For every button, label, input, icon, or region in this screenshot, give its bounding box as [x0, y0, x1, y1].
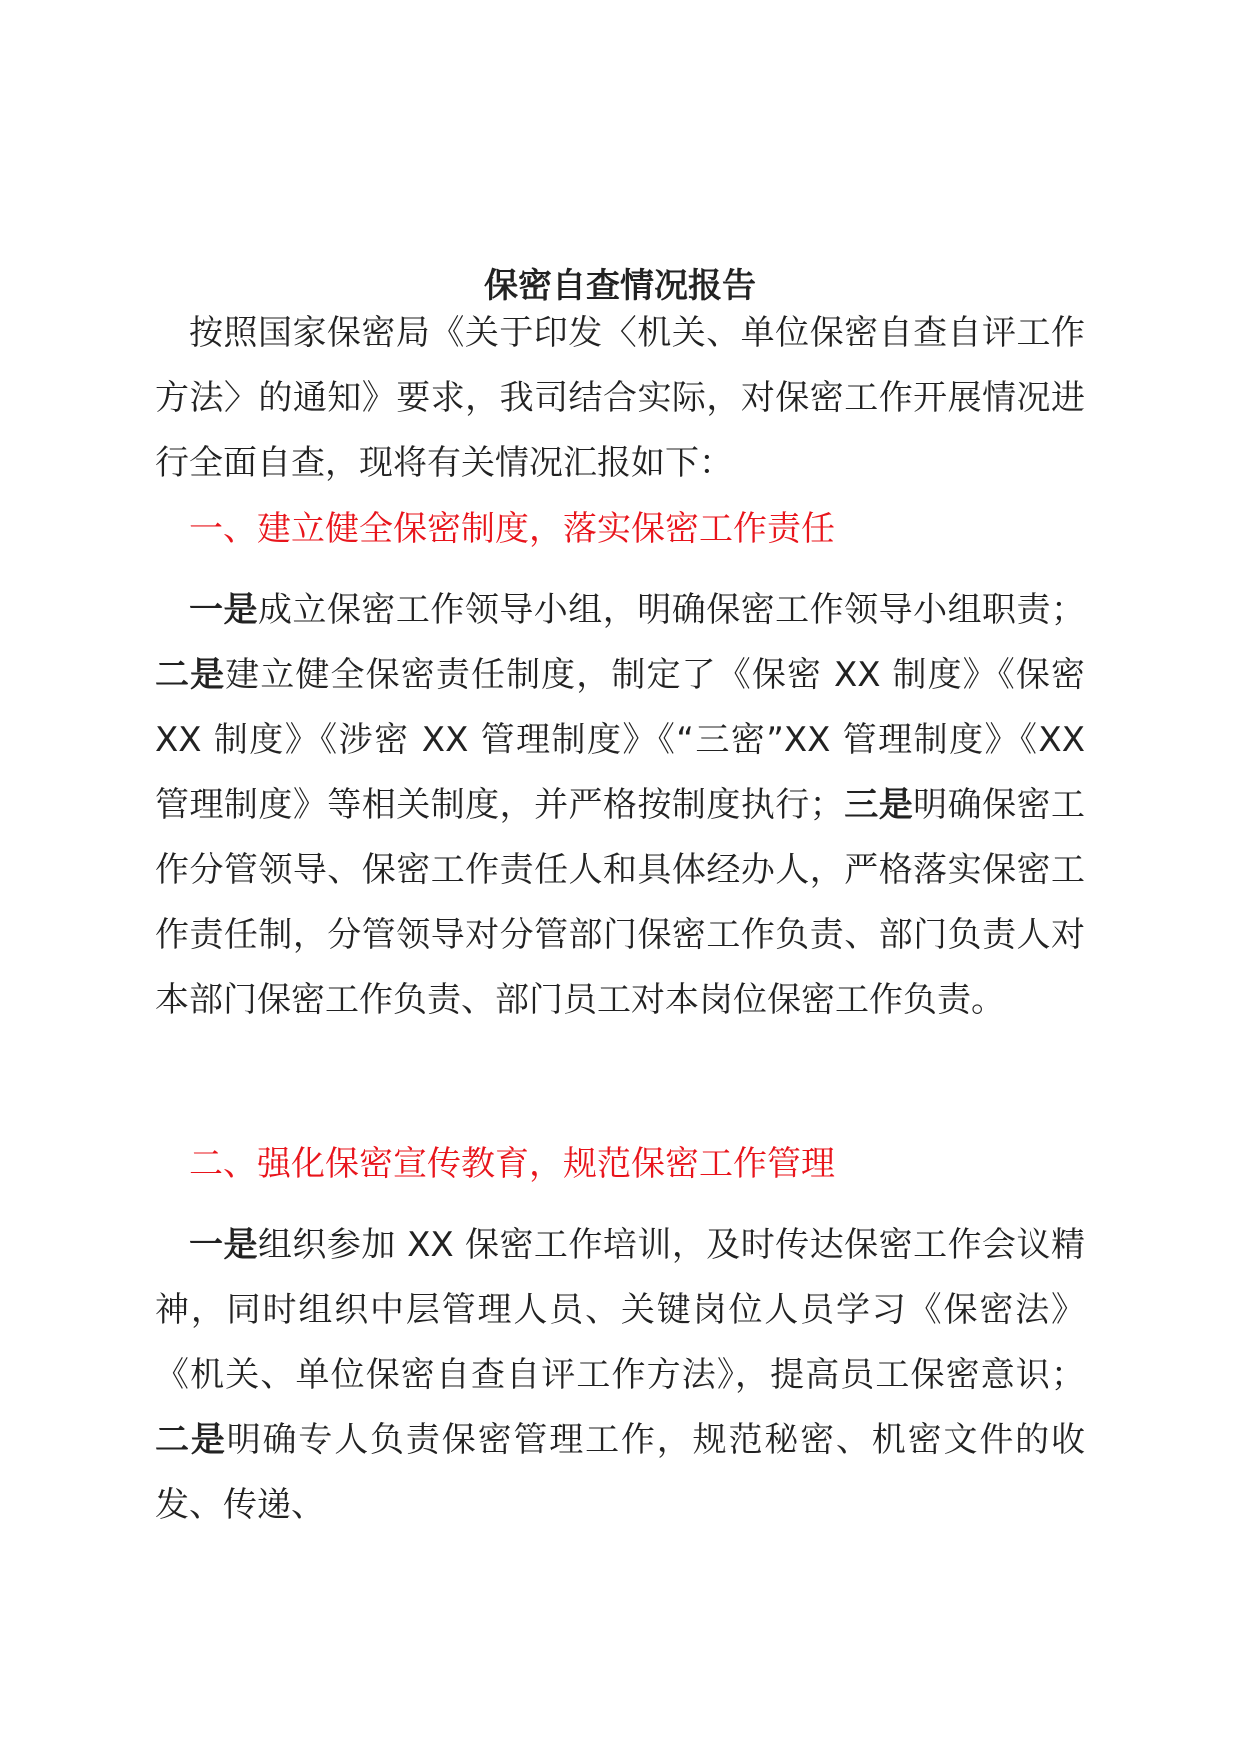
- document-title: 保密自查情况报告: [484, 266, 756, 306]
- section-1-text-3: 明确保密工作分管领导、保密工作责任人和具体经办人，严格落实保密工作责任制，分管领导对分管部门保密工作负责、部门负责人对本部门保密工作负责、部门员工对本岗位保密工作负责。: [155, 785, 1086, 1020]
- section-2-heading: 二、强化保密宣传教育，规范保密工作管理: [189, 1144, 835, 1184]
- section-1-lead-2: 二是: [155, 655, 226, 695]
- section-2-text-2: 明确专人负责保密管理工作，规范秘密、机密文件的收发、传递、: [155, 1420, 1086, 1525]
- section-2-text-1: 组织参加 XX 保密工作培训，及时传达保密工作会议精神，同时组织中层管理人员、关键岗位人员学习《保密法》《机关、单位保密自查自评工作方法》，提高员工保密意识；: [155, 1225, 1086, 1395]
- section-1-heading: 一、建立健全保密制度，落实保密工作责任: [189, 509, 835, 549]
- section-1-text-1: 成立保密工作领导小组，明确保密工作领导小组职责；: [257, 590, 1086, 630]
- intro-paragraph: 按照国家保密局《关于印发〈机关、单位保密自查自评工作方法〉的通知》要求，我司结合实际，对保密工作开展情况进行全面自查，现将有关情况汇报如下：: [155, 313, 1085, 483]
- section-1-text-2: 建立健全保密责任制度，制定了《保密 XX 制度》《保密 XX 制度》《涉密 XX 管理制度》《“三密”XX 管理制度》《XX 管理制度》等相关制度，并严格按制度执行；: [155, 655, 1085, 825]
- section-1-lead-3: 三是: [843, 785, 914, 825]
- section-2-lead-2: 二是: [155, 1420, 227, 1460]
- section-2-paragraph: [155, 1213, 1085, 1538]
- section-2-lead-1: 一是: [189, 1225, 258, 1265]
- section-1-paragraph: [155, 578, 1085, 1033]
- section-1-lead-1: 一是: [189, 590, 258, 630]
